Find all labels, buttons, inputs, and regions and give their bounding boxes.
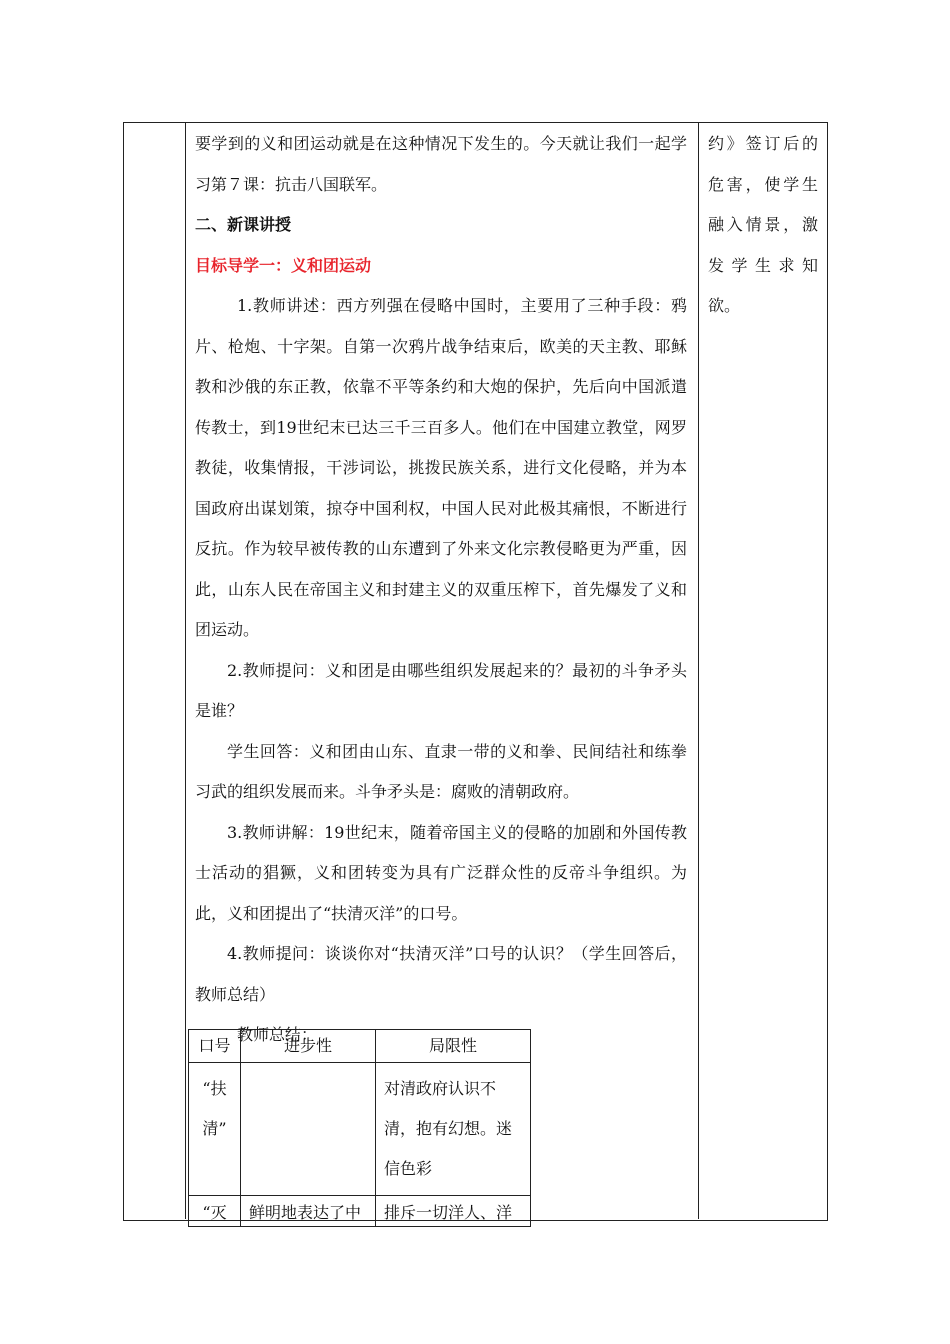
table-cell bbox=[241, 1063, 376, 1196]
teacher-narration: 1.教师讲述：西方列强在侵略中国时，主要用了三种手段：鸦片、枪炮、十字架。自第一次鸦片战争结束后，欧美的天主教、耶稣教和沙俄的东正教，依靠不平等条约和大炮的保护，先后向中国派遣传教士，到19世纪末已达三千三百多人。他们在中国建立教堂，网罗教徒，收集情报，干涉词讼，挑拨民族关系，进行文化侵略，并为本国政府出谋划策，掠夺中国利权，中国人民对此极其痛恨，不断进行反抗。作为较早被传教的山东遭到了外来文化宗教侵略更为严重，因此，山东人民在帝国主义和封建主义的双重压榨下，首先爆发了义和团运动。 bbox=[195, 296, 687, 639]
teacher-question-2: 4.教师提问：谈谈你对“扶清灭洋”口号的认识？（学生回答后，教师总结） bbox=[195, 944, 687, 1004]
side-note-line: 约》签订后的 bbox=[708, 134, 818, 153]
table-header-row bbox=[189, 1030, 531, 1063]
teacher-summary-label: 教师总结： bbox=[237, 1025, 318, 1044]
table-cell: 鲜明地表达了中 bbox=[241, 1196, 376, 1227]
side-notes bbox=[708, 124, 818, 327]
section-heading: 二、新课讲授 bbox=[195, 215, 292, 234]
table-cell: 排斥一切洋人、洋 bbox=[376, 1196, 531, 1227]
summary-table bbox=[188, 1029, 531, 1227]
side-note-line: 融入情景，激 bbox=[708, 215, 818, 234]
teacher-explanation: 3.教师讲解：19世纪末，随着帝国主义的侵略的加剧和外国传教士活动的猖獗，义和团转变为具有广泛群众性的反帝斗争组织。为此，义和团提出了“扶清灭洋”的口号。 bbox=[195, 822, 687, 923]
goal-heading: 目标导学一：义和团运动 bbox=[195, 255, 372, 275]
header-progressive: 进步性 bbox=[241, 1030, 376, 1063]
teacher-question-1: 2.教师提问：义和团是由哪些组织发展起来的？最初的斗争矛头是谁？ bbox=[195, 660, 687, 720]
side-note-line: 发学生求知 bbox=[708, 255, 818, 275]
side-note-line: 欲。 bbox=[708, 296, 741, 315]
header-slogan: 口号 bbox=[189, 1030, 241, 1063]
column-divider-1 bbox=[185, 122, 186, 1219]
table-cell: 对清政府认识不清，抱有幻想。迷信色彩 bbox=[376, 1063, 531, 1196]
side-note-line: 危害，使学生 bbox=[708, 174, 818, 194]
column-divider-2 bbox=[698, 122, 699, 1219]
table-row bbox=[189, 1196, 531, 1227]
table-cell: “灭 bbox=[189, 1196, 241, 1227]
header-limitation: 局限性 bbox=[376, 1030, 531, 1063]
table-row bbox=[189, 1063, 531, 1196]
main-content bbox=[195, 124, 687, 1056]
table-cell: “扶清” bbox=[189, 1063, 241, 1196]
intro-paragraph: 要学到的义和团运动就是在这种情况下发生的。今天就让我们一起学习第７课：抗击八国联军。 bbox=[195, 134, 687, 194]
student-answer: 学生回答：义和团由山东、直隶一带的义和拳、民间结社和练拳习武的组织发展而来。斗争矛头是：腐败的清朝政府。 bbox=[195, 741, 687, 801]
